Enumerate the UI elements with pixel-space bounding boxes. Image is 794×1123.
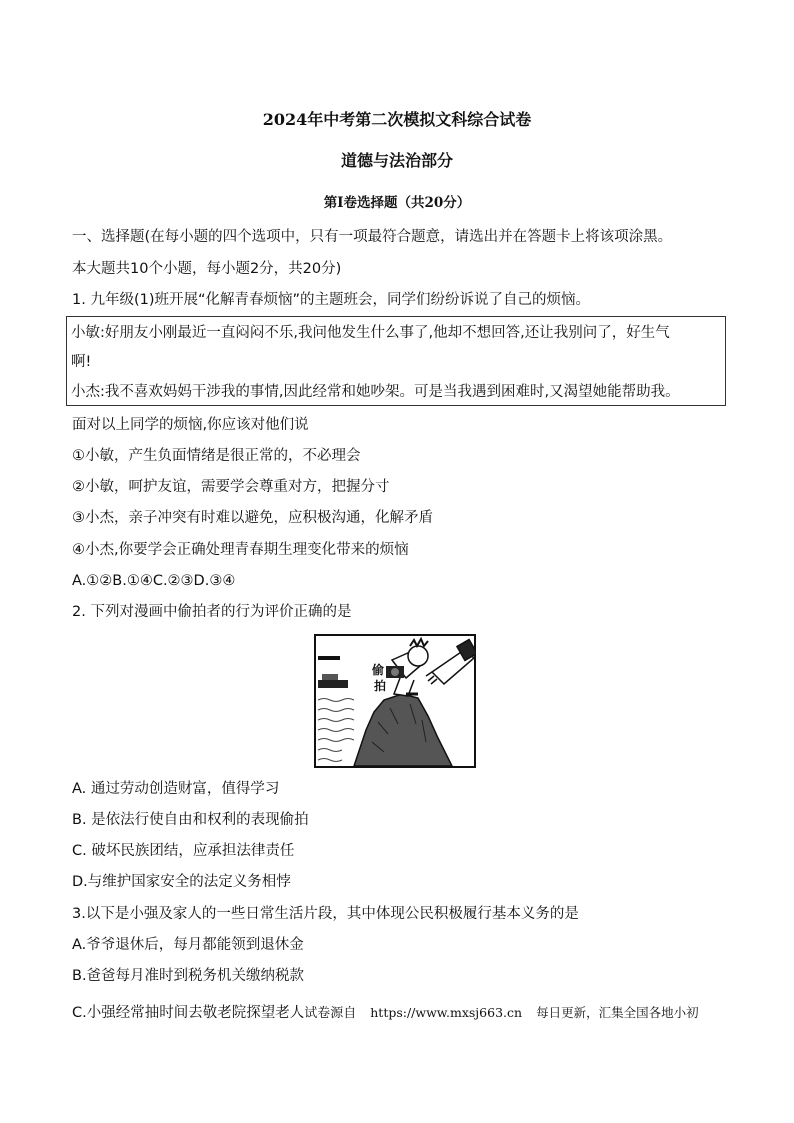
exam-subtitle: 道德与法治部分	[340, 151, 453, 170]
q2-stem: 2. 下列对漫画中偷拍者的行为评价正确的是	[72, 604, 352, 620]
instructions-line-1: 一、选择题(在每小题的四个选项中，只有一项最符合题意，请选出并在答题卡上将该项涂黑。	[72, 229, 673, 245]
q1-box-line-1: 小敏:好朋友小刚最近一直闷闷不乐,我问他发生什么事了,他却不想回答,还让我别问了，好生气	[71, 325, 670, 341]
q1-statement-2: ②小敏，呵护友谊，需要学会尊重对方，把握分寸	[72, 479, 390, 495]
q1-statement-3: ③小杰，亲子冲突有时难以避免，应积极沟通，化解矛盾	[72, 510, 433, 526]
q3-option-b: B.爸爸每月准时到税务机关缴纳税款	[72, 968, 305, 984]
q3-option-c: C.小强经常抽时间去敬老院探望老人	[72, 1005, 305, 1021]
q1-options: A.①②B.①④C.②③D.③④	[72, 573, 236, 589]
q1-prompt: 面对以上同学的烦恼,你应该对他们说	[72, 417, 309, 433]
q3-option-c-and-footer	[72, 1003, 699, 1024]
section-heading: 第Ⅰ卷选择题（共20分）	[323, 195, 471, 211]
q1-statement-1: ①小敏，产生负面情绪是很正常的，不必理会	[72, 448, 361, 464]
update-text: 每日更新，汇集全国各地小初	[536, 1005, 699, 1020]
q2-option-d: D.与维护国家安全的法定义务相悖	[72, 874, 291, 890]
instructions-line-2: 本大题共10个小题，每小题2分，共20分)	[72, 261, 342, 277]
q1-box-line-2: 啊!	[71, 354, 92, 370]
q2-option-a: A. 通过劳动创造财富，值得学习	[72, 781, 280, 797]
cartoon-illustration	[314, 634, 476, 768]
q3-option-a: A.爷爷退休后，每月都能领到退休金	[72, 937, 304, 953]
cartoon-label-char-2: 拍	[374, 679, 387, 693]
q2-option-c: C. 破坏民族团结，应承担法律责任	[72, 843, 295, 859]
q1-stem: 1. 九年级(1)班开展“化解青春烦恼”的主题班会，同学们纷纷诉说了自己的烦恼。	[72, 292, 591, 308]
cartoon-label-char-1: 偷	[372, 663, 385, 677]
q1-box-line-3: 小杰:我不喜欢妈妈干涉我的事情,因此经常和她吵架。可是当我遇到困难时,又渴望她能帮助我。	[71, 384, 680, 400]
q1-dialogue-box	[66, 316, 726, 406]
exam-title: 2024年中考第二次模拟文科综合试卷	[262, 110, 532, 129]
q3-stem: 3.以下是小强及家人的一些日常生活片段，其中体现公民积极履行基本义务的是	[72, 906, 579, 922]
source-text: 试卷源自	[304, 1006, 357, 1021]
q1-statement-4: ④小杰,你要学会正确处理青春期生理变化带来的烦恼	[72, 542, 409, 558]
q2-option-b: B. 是依法行使自由和权利的表现偷拍	[72, 812, 309, 828]
source-url: https://www.mxsj663.cn	[370, 1005, 523, 1020]
camera-icon	[386, 666, 404, 678]
